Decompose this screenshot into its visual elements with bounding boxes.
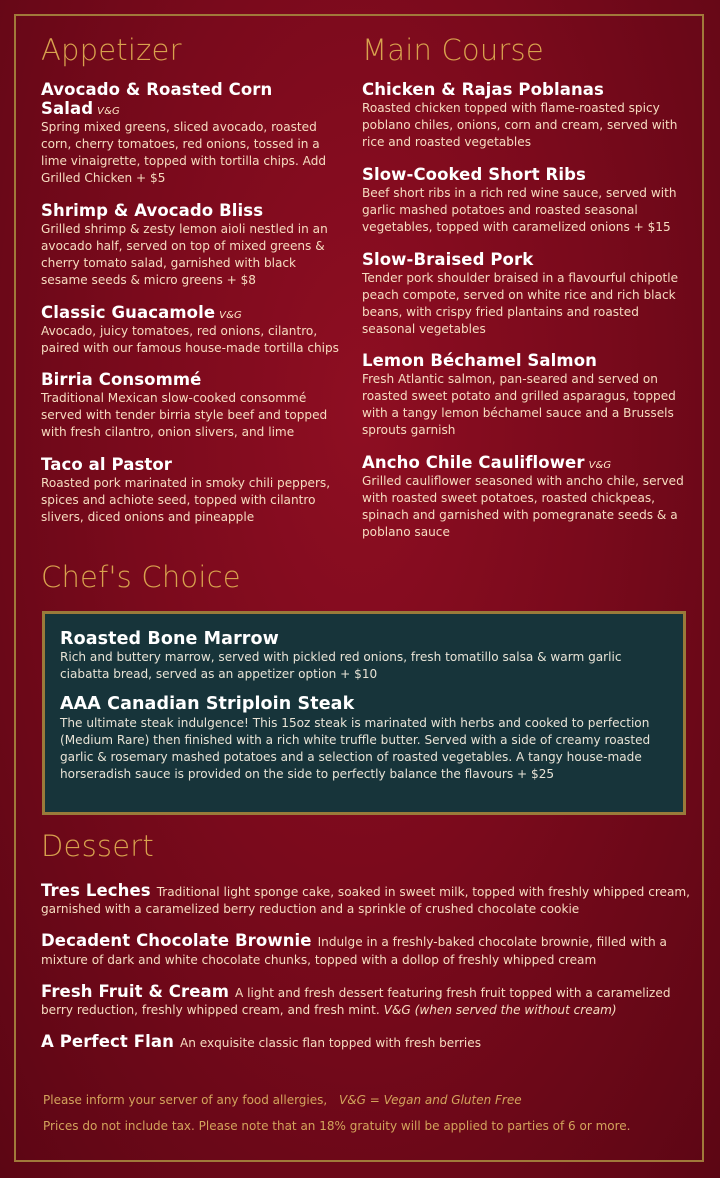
item-name-text: Birria Consommé	[41, 370, 202, 390]
item-name-text: Taco al Pastor	[41, 455, 173, 475]
appetizer-title: Appetizer	[41, 33, 182, 67]
item-name	[41, 81, 341, 119]
allergy-note	[43, 1093, 693, 1107]
item-name	[362, 251, 692, 270]
item-name	[41, 456, 341, 475]
menu-item	[362, 251, 692, 338]
menu-item	[41, 371, 341, 441]
chefs-choice-list	[60, 629, 667, 783]
item-name-text: Classic Guacamole	[41, 302, 216, 322]
item-description: An exquisite classic flan topped with fresh berries	[179, 1036, 482, 1051]
dessert-item	[41, 1033, 696, 1052]
dessert-item	[41, 932, 696, 968]
item-name: Decadent Chocolate Brownie	[41, 931, 312, 951]
item-name-text: Avocado & Roasted Corn Salad	[41, 80, 273, 119]
menu-item	[362, 166, 692, 236]
item-description: Tender pork shoulder braised in a flavourful chipotle peach compote, served on white rice and rich black beans, with crispy fried plantains and roasted seasonal vegetables	[362, 270, 679, 336]
item-description: Grilled shrimp & zesty lemon aioli nestled in an avocado half, served on top of mixed greens & cherry tomato salad, garnished with black sesame seeds & micro greens + $8	[41, 221, 328, 287]
item-description: Spring mixed greens, sliced avocado, roasted corn, cherry tomatoes, red onions, tossed in a lime vinaigrette, topped with tortilla chips. Add Grilled Chicken + $5	[41, 120, 327, 186]
item-description: Traditional light sponge cake, soaked in sweet milk, topped with freshly whipped cream, garnished with a caramelized berry reduction and a sprinkle of crushed chocolate cookie	[41, 885, 691, 917]
item-description: Fresh Atlantic salmon, pan-seared and served on roasted sweet potato and grilled asparagus, topped with a tangy lemon béchamel sauce and a Brussels sprouts garnish	[362, 372, 676, 438]
item-name-text: Chicken & Rajas Poblanas	[362, 80, 604, 100]
dessert-item	[41, 983, 696, 1019]
item-name: Fresh Fruit & Cream	[41, 981, 230, 1001]
item-description: Roasted pork marinated in smoky chili peppers, spices and achiote seed, topped with cilantro slivers, diced onions and pineapple	[41, 476, 331, 524]
item-name	[362, 81, 692, 100]
item-name	[362, 166, 692, 185]
item-name: AAA Canadian Striploin Steak	[60, 694, 355, 715]
menu-item	[362, 454, 692, 541]
vg-tag: V&G	[97, 106, 120, 118]
menu-footer	[43, 1093, 693, 1145]
item-description: Rich and buttery marrow, served with pickled red onions, fresh tomatillo salsa & warm garlic ciabatta bread, served as an appetizer option + $10	[60, 650, 622, 682]
item-name	[41, 304, 341, 323]
menu-item	[41, 456, 341, 526]
item-description: Roasted chicken topped with flame-roasted spicy poblano chiles, onions, corn and cream, served with rice and roasted vegetables	[362, 101, 678, 150]
vg-note: V&G (when served the without cream)	[383, 1002, 617, 1017]
item-name-text: Ancho Chile Cauliflower	[362, 453, 585, 473]
main-course-title: Main Course	[362, 33, 544, 67]
item-name: Tres Leches	[41, 881, 151, 900]
item-name-text: Lemon Béchamel Salmon	[362, 351, 597, 371]
item-name	[362, 352, 692, 371]
chefs-choice-box	[42, 611, 686, 815]
item-name: Roasted Bone Marrow	[60, 629, 279, 649]
allergy-text: Please inform your server of any food allergies,	[43, 1093, 328, 1107]
main-course-section	[362, 34, 692, 556]
dessert-list	[41, 882, 696, 1066]
menu-item	[41, 202, 341, 289]
chef-item	[60, 694, 667, 783]
menu-item	[41, 81, 341, 187]
vg-tag: V&G	[219, 309, 242, 321]
item-name	[41, 371, 341, 390]
item-name-text: Slow-Cooked Short Ribs	[362, 165, 586, 185]
appetizer-section	[41, 34, 341, 541]
item-name	[362, 454, 692, 473]
menu-item	[362, 352, 692, 439]
item-name-text: Shrimp & Avocado Bliss	[41, 200, 264, 220]
dessert-item	[41, 882, 696, 918]
item-description: Indulge in a freshly-baked chocolate brownie, filled with a mixture of dark and white chocolate chunks, topped with a dollop of freshly whipped cream	[41, 935, 667, 967]
vg-tag: V&G	[588, 460, 612, 472]
tax-note: Prices do not include tax. Please note that an 18% gratuity will be applied to parties of 6 or more.	[43, 1119, 631, 1133]
dessert-title: Dessert	[41, 829, 154, 863]
menu-item	[362, 81, 692, 151]
chef-item	[60, 629, 667, 683]
item-description: The ultimate steak indulgence! This 15oz steak is marinated with herbs and cooked to perfection (Medium Rare) then finished with a rich white truffle butter. Served with a side of creamy roasted garlic & rosemary mashed potatoes and a selection of roasted vegetables. A tangy house-made horseradish sauce is provided on the side to perfectly balance the flavours + $25	[60, 715, 651, 782]
item-description: Grilled cauliflower seasoned with ancho chile, served with roasted sweet potatoes, roasted chickpeas, spinach and garnished with pomegranate seeds & a poblano sauce	[362, 474, 684, 539]
menu-item	[41, 304, 341, 357]
item-description: A light and fresh dessert featuring fresh fruit topped with a caramelized berry reduction, freshly whipped cream, and fresh mint.	[41, 985, 671, 1017]
main-course-list	[362, 81, 692, 540]
appetizer-list	[41, 81, 341, 526]
item-name	[41, 202, 341, 221]
item-description: Beef short ribs in a rich red wine sauce, served with garlic mashed potatoes and roasted seasonal vegetables, topped with caramelized onions + $15	[362, 186, 677, 234]
item-name: A Perfect Flan	[41, 1032, 174, 1052]
vg-legend: V&G = Vegan and Gluten Free	[339, 1093, 522, 1107]
item-description: Traditional Mexican slow-cooked consommé served with tender birria style beef and topped with fresh cilantro, onion slivers, and lime	[41, 391, 328, 440]
chefs-choice-title: Chef's Choice	[41, 560, 241, 594]
item-name-text: Slow-Braised Pork	[362, 249, 534, 269]
item-description: Avocado, juicy tomatoes, red onions, cilantro, paired with our famous house-made tortilla chips	[41, 323, 339, 355]
